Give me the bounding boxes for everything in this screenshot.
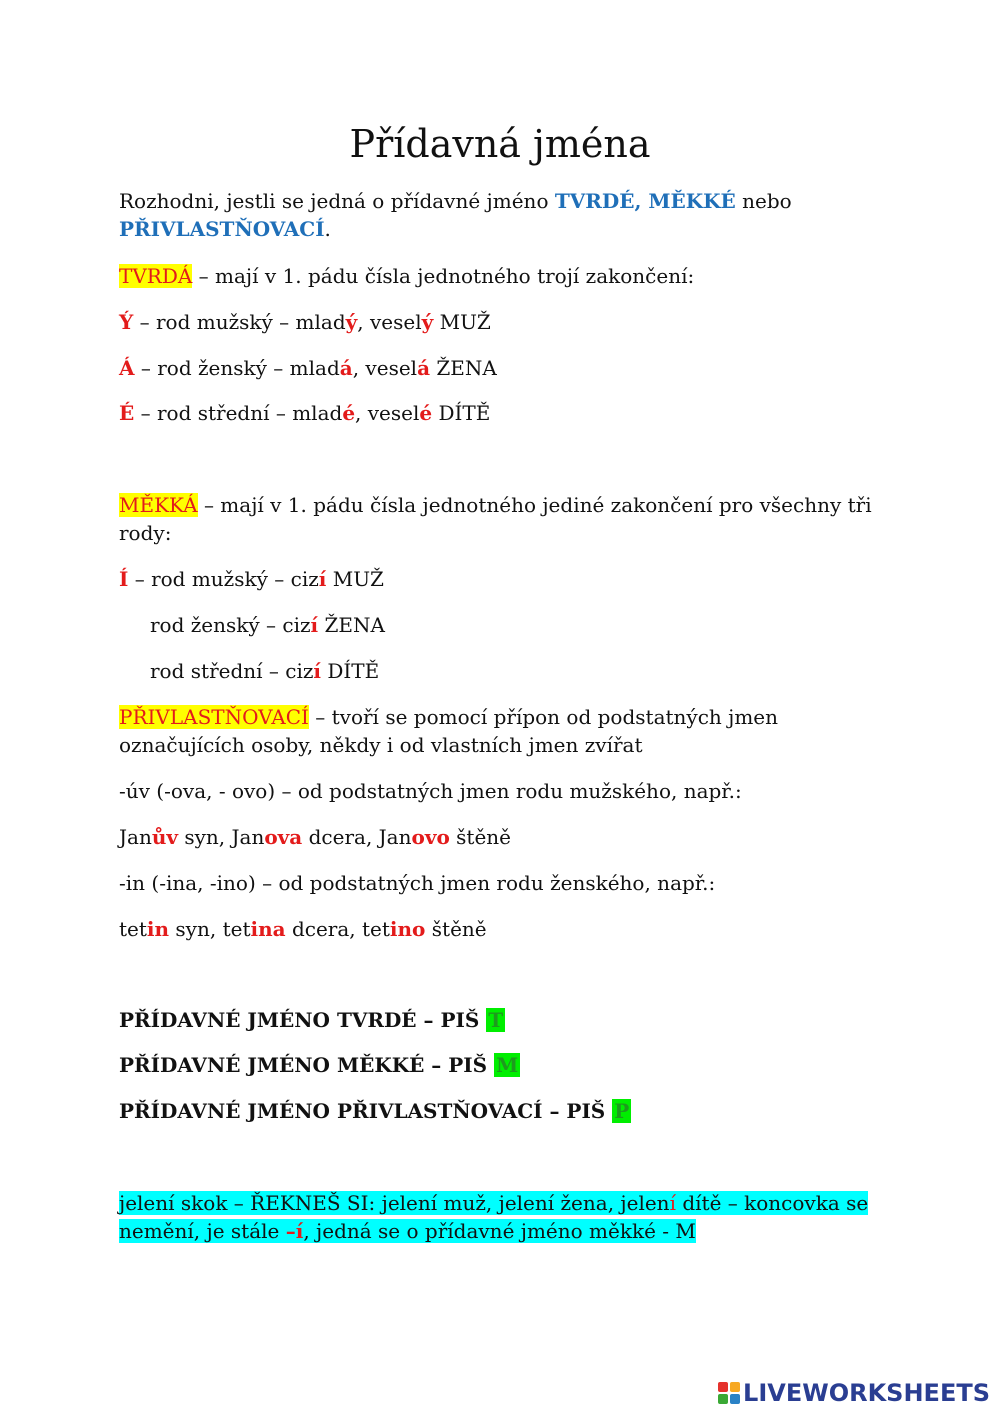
hard-row-masculine: Ý – rod mužský – mladý, veselý MUŽ (119, 310, 491, 334)
rule-soft: PŘÍDAVNÉ JMÉNO MĚKKÉ – PIŠ M (119, 1053, 519, 1077)
logo-square-red (718, 1382, 728, 1392)
soft-row-neuter: rod střední – cizí DÍTĚ (150, 659, 380, 683)
hard-row-feminine: Á – rod ženský – mladá, veselá ŽENA (119, 356, 497, 380)
rule-soft-letter: M (496, 1053, 519, 1077)
rule-hard: PŘÍDAVNÉ JMÉNO TVRDÉ – PIŠ T (119, 1008, 504, 1032)
hard-label: TVRDÁ (119, 264, 193, 288)
soft-heading-cont: rody: (119, 521, 172, 545)
possessive-heading: PŘIVLASTŇOVACÍ – tvoří se pomocí přípon od podstatných jmen (119, 705, 779, 729)
hard-row-neuter: É – rod střední – mladé, veselé DÍTĚ (119, 401, 491, 425)
possessive-heading-cont: označujících osoby, někdy i od vlastních jmen zvířat (119, 733, 643, 757)
logo-square-blue (730, 1394, 740, 1404)
example-line-1: jelení skok – ŘEKNEŠ SI: jelení muž, jelení žena, jelení dítě – koncovka se (119, 1191, 869, 1215)
possessive-label: PŘIVLASTŇOVACÍ (119, 705, 309, 729)
logo-icon (718, 1382, 740, 1404)
masculine-example: Janův syn, Janova dcera, Janovo štěně (119, 825, 512, 849)
intro-line-2: PŘIVLASTŇOVACÍ. (119, 217, 331, 241)
soft-heading: MĚKKÁ – mají v 1. pádu čísla jednotného jediné zakončení pro všechny tři (119, 493, 872, 517)
rule-possessive: PŘÍDAVNÉ JMÉNO PŘIVLASTŇOVACÍ – PIŠ P (119, 1099, 630, 1123)
feminine-example: tetin syn, tetina dcera, tetino štěně (119, 917, 487, 941)
liveworksheets-logo (718, 1379, 990, 1407)
rule-hard-letter: T (488, 1008, 504, 1032)
page-title: Přídavná jména (349, 122, 651, 166)
logo-square-orange (730, 1382, 740, 1392)
soft-label: MĚKKÁ (119, 493, 198, 517)
rule-possessive-letter: P (614, 1099, 630, 1123)
soft-row-masculine: Í – rod mužský – cizí MUŽ (119, 567, 384, 591)
masculine-rule: -úv (-ova, - ovo) – od podstatných jmen rodu mužského, např.: (119, 779, 742, 803)
logo-text: LIVEWORKSHEETS (743, 1379, 990, 1407)
intro-line-1: Rozhodni, jestli se jedná o přídavné jméno TVRDÉ, MĚKKÉ nebo (119, 189, 792, 213)
hard-heading: TVRDÁ – mají v 1. pádu čísla jednotného trojí zakončení: (119, 264, 695, 288)
logo-square-green (718, 1394, 728, 1404)
feminine-rule: -in (-ina, -ino) – od podstatných jmen rodu ženského, např.: (119, 871, 716, 895)
example-line-2: nemění, je stále –í, jedná se o přídavné jméno měkké - M (119, 1219, 696, 1243)
soft-row-feminine: rod ženský – cizí ŽENA (150, 613, 385, 637)
